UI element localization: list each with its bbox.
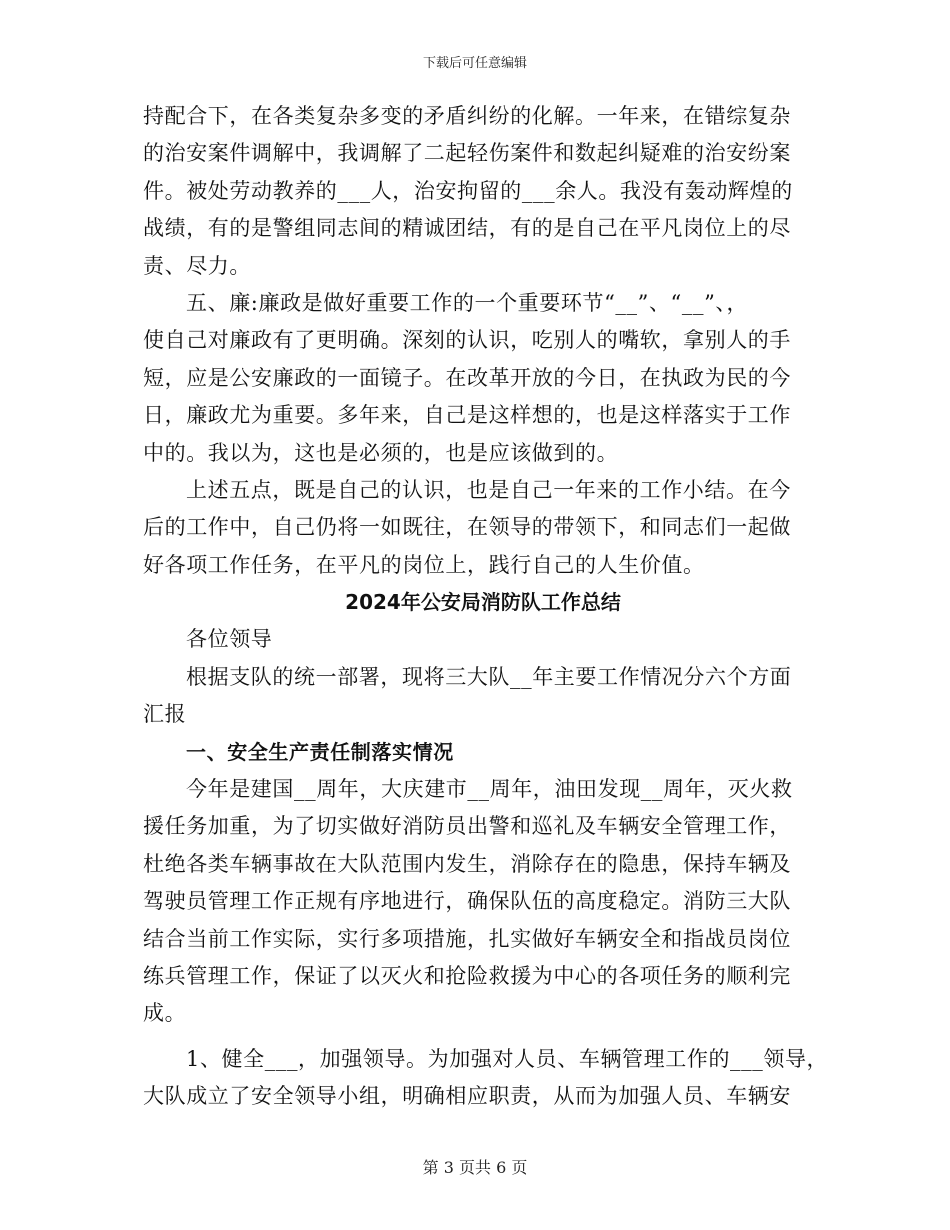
paragraph-line: 成。 xyxy=(143,1001,187,1026)
paragraph-line: 持配合下，在各类复杂多变的矛盾纠纷的化解。一年来，在错综复杂 xyxy=(143,104,791,128)
paragraph-line: 使自己对廉政有了更明确。深刻的认识，吃别人的嘴软，拿别人的手 xyxy=(143,328,791,353)
paragraph-line: 1、健全___，加强领导。为加强对人员、车辆管理工作的___领导， xyxy=(186,1046,829,1071)
paragraph-line: 后的工作中，自己仍将一如既往，在领导的带领下，和同志们一起做 xyxy=(143,515,791,540)
paragraph-line: 日，廉政尤为重要。多年来，自己是这样想的，也是这样落实于工作 xyxy=(143,403,791,428)
paragraph-line: 五、廉:廉政是做好重要工作的一个重要环节“__”、“__”、， xyxy=(186,290,749,315)
paragraph-line: 练兵管理工作，保证了以灭火和抢险救援为中心的各项任务的顺利完 xyxy=(143,963,791,988)
document-body xyxy=(143,98,829,1116)
paragraph-line: 今年是建国__周年，大庆建市__周年，油田发现__周年，灭火救 xyxy=(186,777,793,802)
paragraph-line: 的治安案件调解中，我调解了二起轻伤案件和数起纠疑难的治安纷案 xyxy=(143,141,791,166)
paragraph-line: 好各项工作任务，在平凡的岗位上，践行自己的人生价值。 xyxy=(143,552,705,577)
paragraph-line: 根据支队的统一部署，现将三大队__年主要工作情况分六个方面 xyxy=(186,664,792,689)
section-title: 2024年公安局消防队工作总结 xyxy=(345,590,621,615)
salutation: 各位领导 xyxy=(186,627,273,652)
page-number: 第 3 页共 6 页 xyxy=(422,1158,528,1177)
paragraph-line: 上述五点，既是自己的认识，也是自己一年来的工作小结。在今 xyxy=(186,477,791,502)
paragraph-line: 战绩，有的是警组同志间的精诚团结，有的是自己在平凡岗位上的尽 xyxy=(143,216,791,241)
section-heading: 一、安全生产责任制落实情况 xyxy=(186,739,454,764)
paragraph-line: 责、尽力。 xyxy=(143,253,251,278)
paragraph-line: 大队成立了安全领导小组，明确相应职责，从而为加强人员、车辆安 xyxy=(143,1084,791,1109)
paragraph-line: 汇报 xyxy=(143,702,187,727)
paragraph-line: 短，应是公安廉政的一面镜子。在改革开放的今日，在执政为民的今 xyxy=(143,365,791,390)
paragraph-line: 件。被处劳动教养的___人，治安拘留的___余人。我没有轰动辉煌的 xyxy=(143,178,793,203)
paragraph-line: 中的。我以为，这也是必须的，也是应该做到的。 xyxy=(143,440,619,465)
paragraph-line: 援任务加重，为了切实做好消防员出警和巡礼及车辆安全管理工作， xyxy=(143,814,791,839)
paragraph-line: 杜绝各类车辆事故在大队范围内发生，消除存在的隐患，保持车辆及 xyxy=(143,851,791,876)
page-header-note: 下载后可任意编辑 xyxy=(422,56,527,71)
paragraph-line: 结合当前工作实际，实行多项措施，扎实做好车辆安全和指战员岗位 xyxy=(143,926,791,951)
paragraph-line: 驾驶员管理工作正规有序地进行，确保队伍的高度稳定。消防三大队 xyxy=(143,889,791,914)
